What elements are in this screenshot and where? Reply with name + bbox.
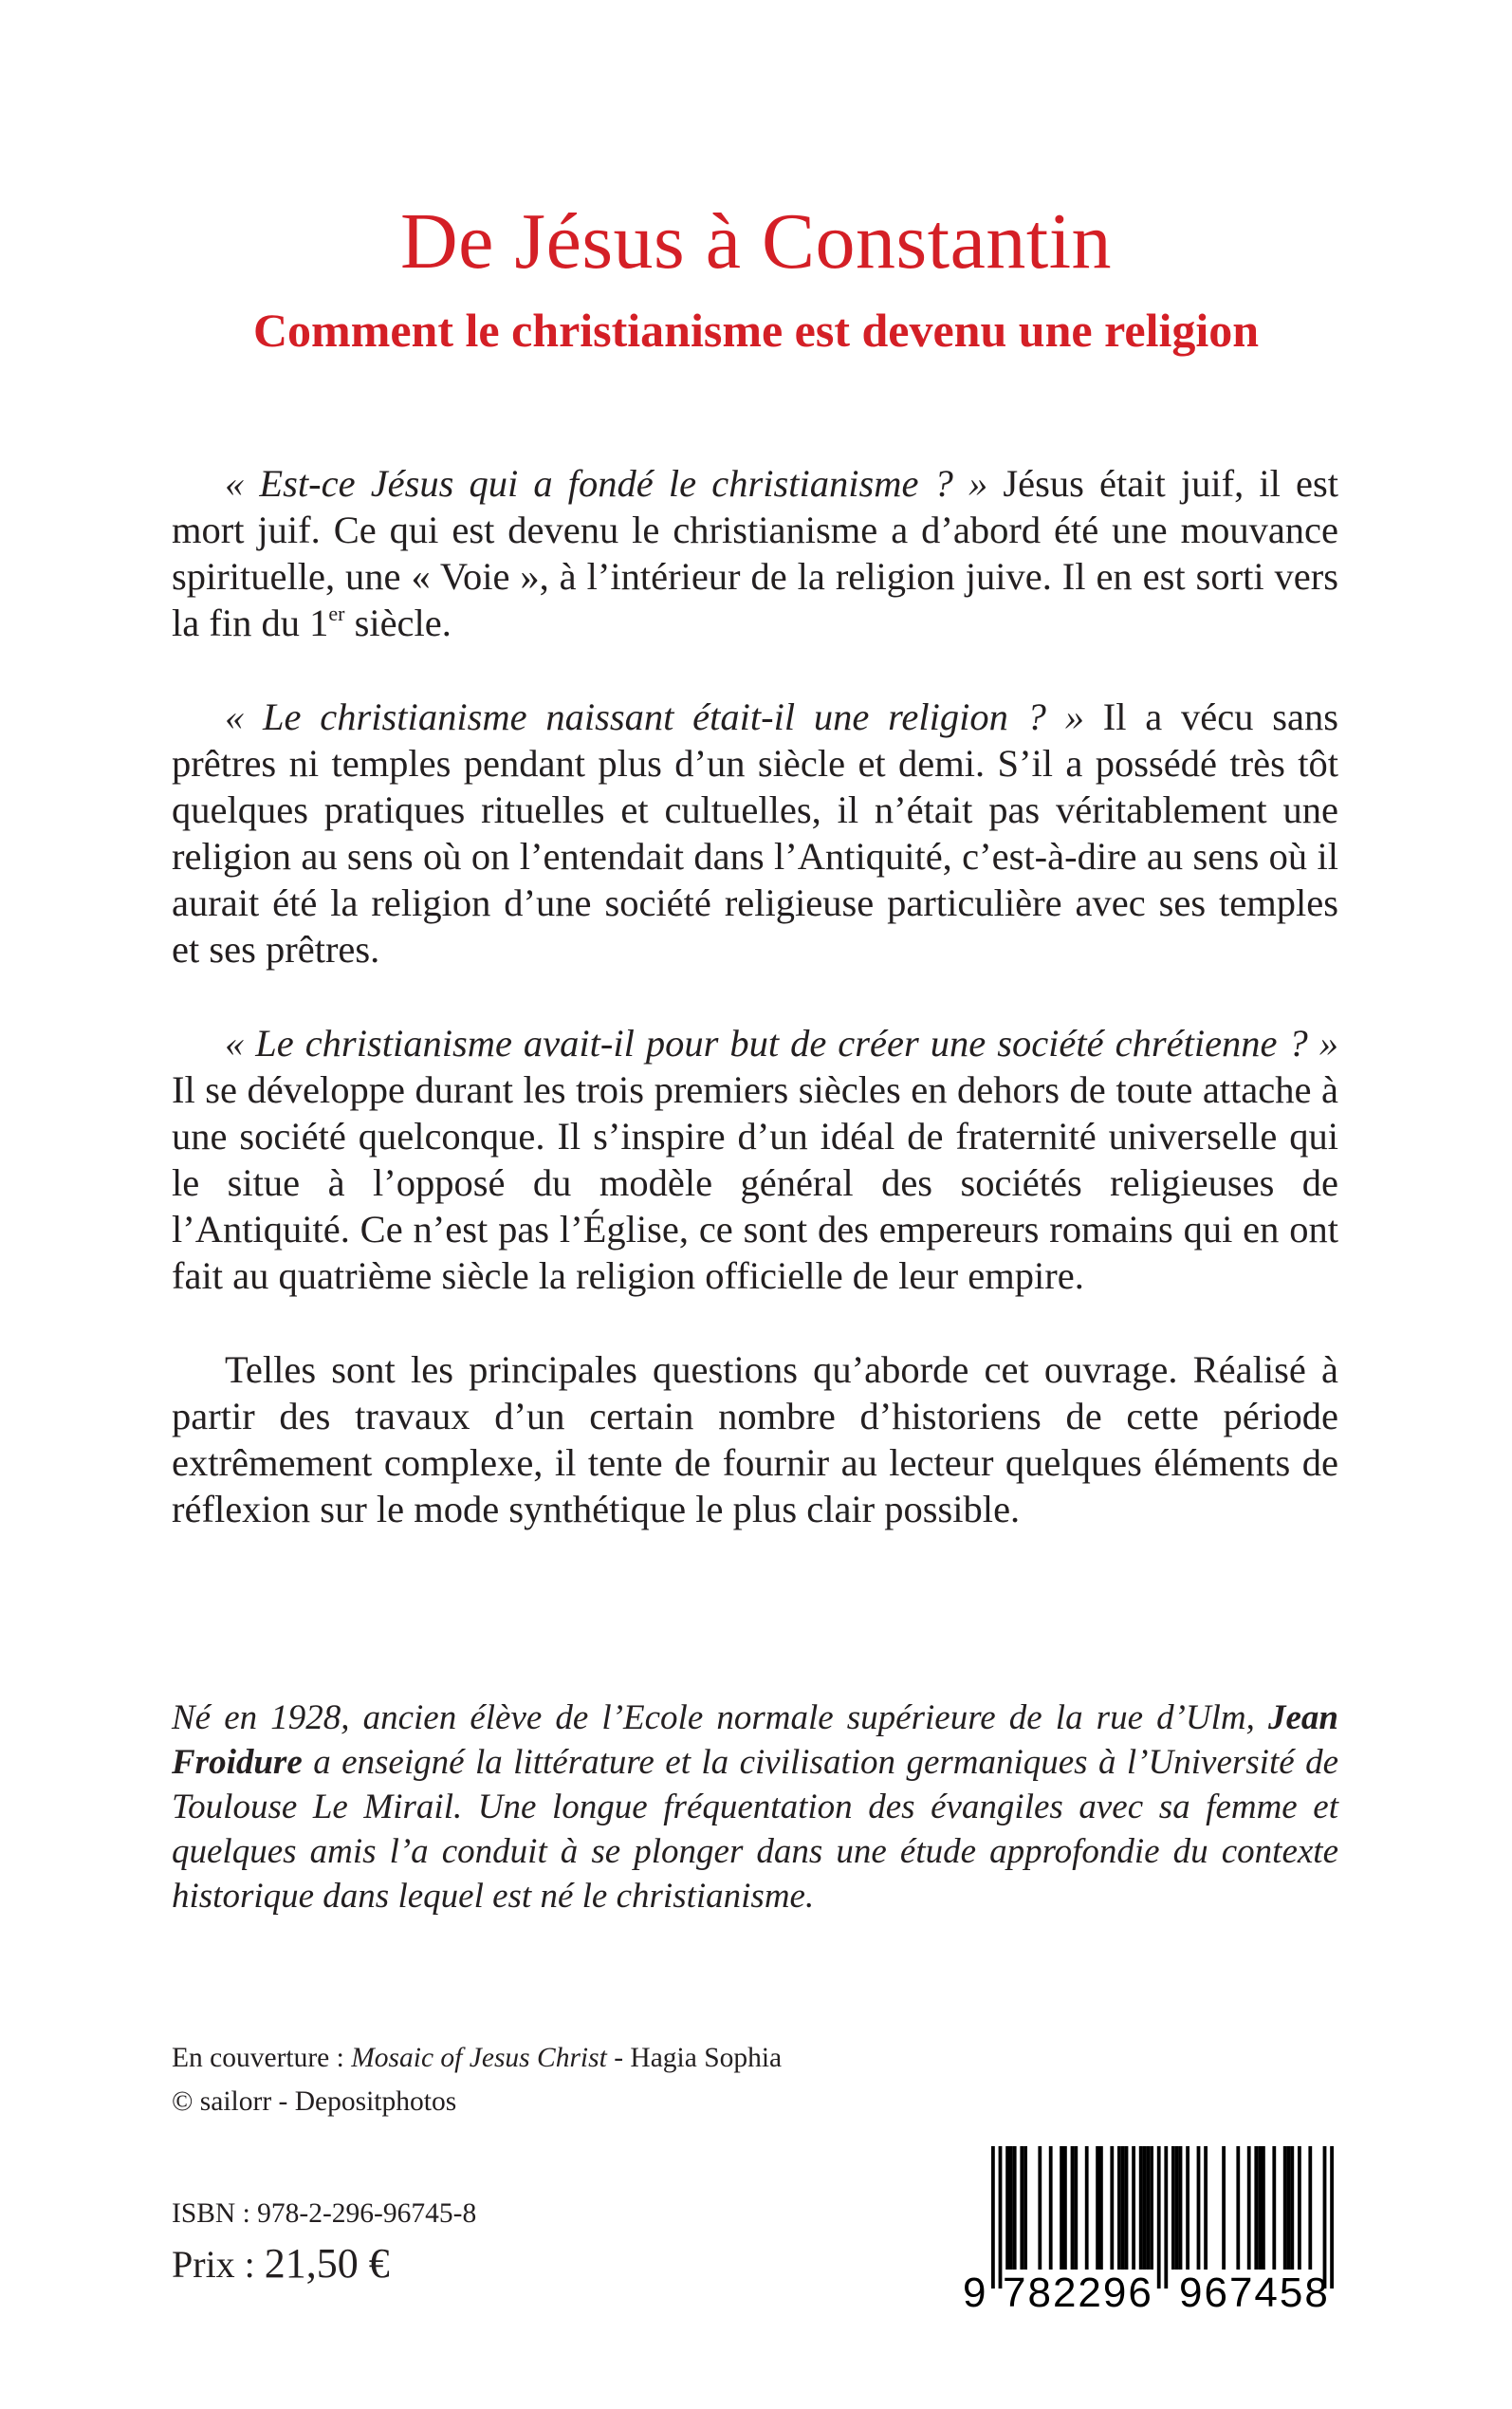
price-label: Prix : [172,2243,265,2286]
barcode-bar-16 [1110,2146,1114,2270]
author-name: Jean Froidure [172,1698,1338,1782]
barcode-bar-0 [991,2146,995,2289]
barcode-bar-4 [1013,2146,1017,2270]
barcode-bar-7 [1038,2146,1042,2270]
paragraph-1-text: Jésus était juif, il est mort juif. Ce qui est devenu le christianisme a d’abord été une mouvance spirituelle, une « Voie », à l’intérieur de la religion juive. Il en est sorti vers la fin du 1 [172,462,1338,644]
barcode-bar-46 [1330,2146,1334,2289]
barcode-bar-20 [1132,2146,1135,2270]
paragraph-4: Telles sont les principales questions qu’aborde cet ouvrage. Réalisé à partir des travaux d’un certain nombre d’historiens de cette période extrêmement complexe, il tente de fournir au lecteur quelques éléments de réflexion sur le mode synthétique le plus clair possible. [172,1348,1338,1530]
barcode-bar-42 [1290,2146,1294,2270]
question-1: « Est-ce Jésus qui a fondé le christianisme ? » [225,462,988,505]
paragraph-3 [172,1020,1338,1299]
paragraph-2 [172,694,1338,973]
question-2: « Le christianisme naissant était-il une religion ? » [225,695,1084,738]
barcode-bar-19 [1125,2146,1129,2270]
barcode-bar-29 [1179,2146,1183,2270]
barcode-bar-10 [1063,2146,1067,2270]
barcode-bar-35 [1247,2146,1251,2270]
paragraph-2-text: Il a vécu sans prêtres ni temples pendant plus d’un siècle et demi. S’il a possédé très tôt quelques pratiques rituelles et cultuelles, il n’était pas véritablement une religion au sens où on l’entendait dans l’Antiquité, c’est-à-dire au sens où il aurait été la religion d’une société religieuse particulière avec ses temples et ses prêtres. [172,695,1338,971]
barcode-bar-1 [999,2146,1003,2289]
barcode-bar-40 [1283,2146,1287,2270]
barcode-bar-8 [1049,2146,1053,2270]
barcode-bar-23 [1146,2146,1150,2270]
bio-intro: Né en 1928, ancien élève de l’Ecole normale supérieure de la rue d’Ulm, [172,1698,1268,1737]
barcode-bar-30 [1186,2146,1189,2270]
barcode-bar-32 [1204,2146,1208,2270]
barcode-bar-34 [1236,2146,1240,2270]
barcode-bar-41 [1287,2146,1291,2270]
barcode-right-group: 967458 [1179,2270,1330,2316]
barcode-left-group: 782296 [1003,2270,1153,2316]
cover-artwork-title: Mosaic of Jesus Christ [351,2043,607,2073]
barcode-bar-31 [1197,2146,1201,2270]
price [172,2237,390,2291]
barcode-bar-38 [1262,2146,1265,2270]
isbn: ISBN : 978-2-296-96745-8 [172,2198,477,2229]
barcode-bar-26 [1164,2146,1168,2289]
barcode-first-digit: 9 [963,2270,986,2316]
author-bio [172,1696,1338,1918]
barcode-bar-21 [1139,2146,1143,2270]
barcode-bar-17 [1117,2146,1121,2270]
barcode-bar-39 [1272,2146,1276,2270]
barcode-bar-22 [1143,2146,1147,2270]
barcode-bar-3 [1009,2146,1013,2270]
barcode-bar-12 [1074,2146,1078,2270]
barcode-bar-36 [1254,2146,1258,2270]
barcode-bar-9 [1060,2146,1063,2270]
barcode-bar-15 [1099,2146,1103,2270]
ordinal-superscript: er [328,602,345,625]
summary [172,460,1338,1580]
paragraph-1-end: siècle. [344,602,452,644]
barcode-bar-11 [1071,2146,1075,2270]
barcode-bar-43 [1298,2146,1301,2270]
barcode-bar-18 [1121,2146,1125,2270]
barcode-bar-5 [1020,2146,1023,2270]
header [0,195,1512,361]
barcode-bar-45 [1323,2146,1327,2289]
barcode-bar-2 [1005,2146,1009,2270]
paragraph-1 [172,460,1338,646]
barcode-bar-14 [1096,2146,1099,2270]
bio-rest: a enseigné la littérature et la civilisation germaniques à l’Université de Toulouse Le Mirail. Une longue fréquentation des évangiles avec sa femme et quelques amis l’a conduit à se plonger dans une étude approfondie du contexte historique dans lequel est né le christianisme. [172,1743,1338,1916]
cover-credits [172,2036,782,2123]
barcode-bar-6 [1023,2146,1027,2270]
book-subtitle: Comment le christianisme est devenu une religion [252,304,1260,357]
barcode-bar-33 [1222,2146,1226,2270]
barcode-bar-37 [1258,2146,1262,2270]
paragraph-3-text: Il se développe durant les trois premiers siècles en dehors de toute attache à une société quelconque. Il s’inspire d’un idéal de fraternité universelle qui le situe à l’opposé du modèle général des sociétés religieuses de l’Antiquité. Ce n’est pas l’Église, ce sont des empereurs romains qui en ont fait au quatrième siècle la religion officielle de leur empire. [172,1068,1338,1297]
isbn-barcode [963,2146,1342,2315]
cover-location: - Hagia Sophia [606,2043,783,2073]
cover-credit-line [172,2036,782,2080]
cover-prefix: En couverture : [172,2043,352,2073]
photo-credit: © sailorr - Depositphotos [172,2086,457,2117]
barcode-bar-27 [1171,2146,1175,2270]
barcode-bar-24 [1150,2146,1153,2270]
barcode-bar-13 [1085,2146,1089,2270]
book-title: De Jésus à Constantin [399,197,1113,286]
barcode-bar-28 [1175,2146,1179,2270]
barcode-bar-25 [1157,2146,1161,2289]
barcode-bar-44 [1308,2146,1312,2270]
price-value: 21,50 € [264,2240,390,2287]
question-3: « Le christianisme avait-il pour but de créer une société chrétienne ? » [225,1022,1338,1065]
